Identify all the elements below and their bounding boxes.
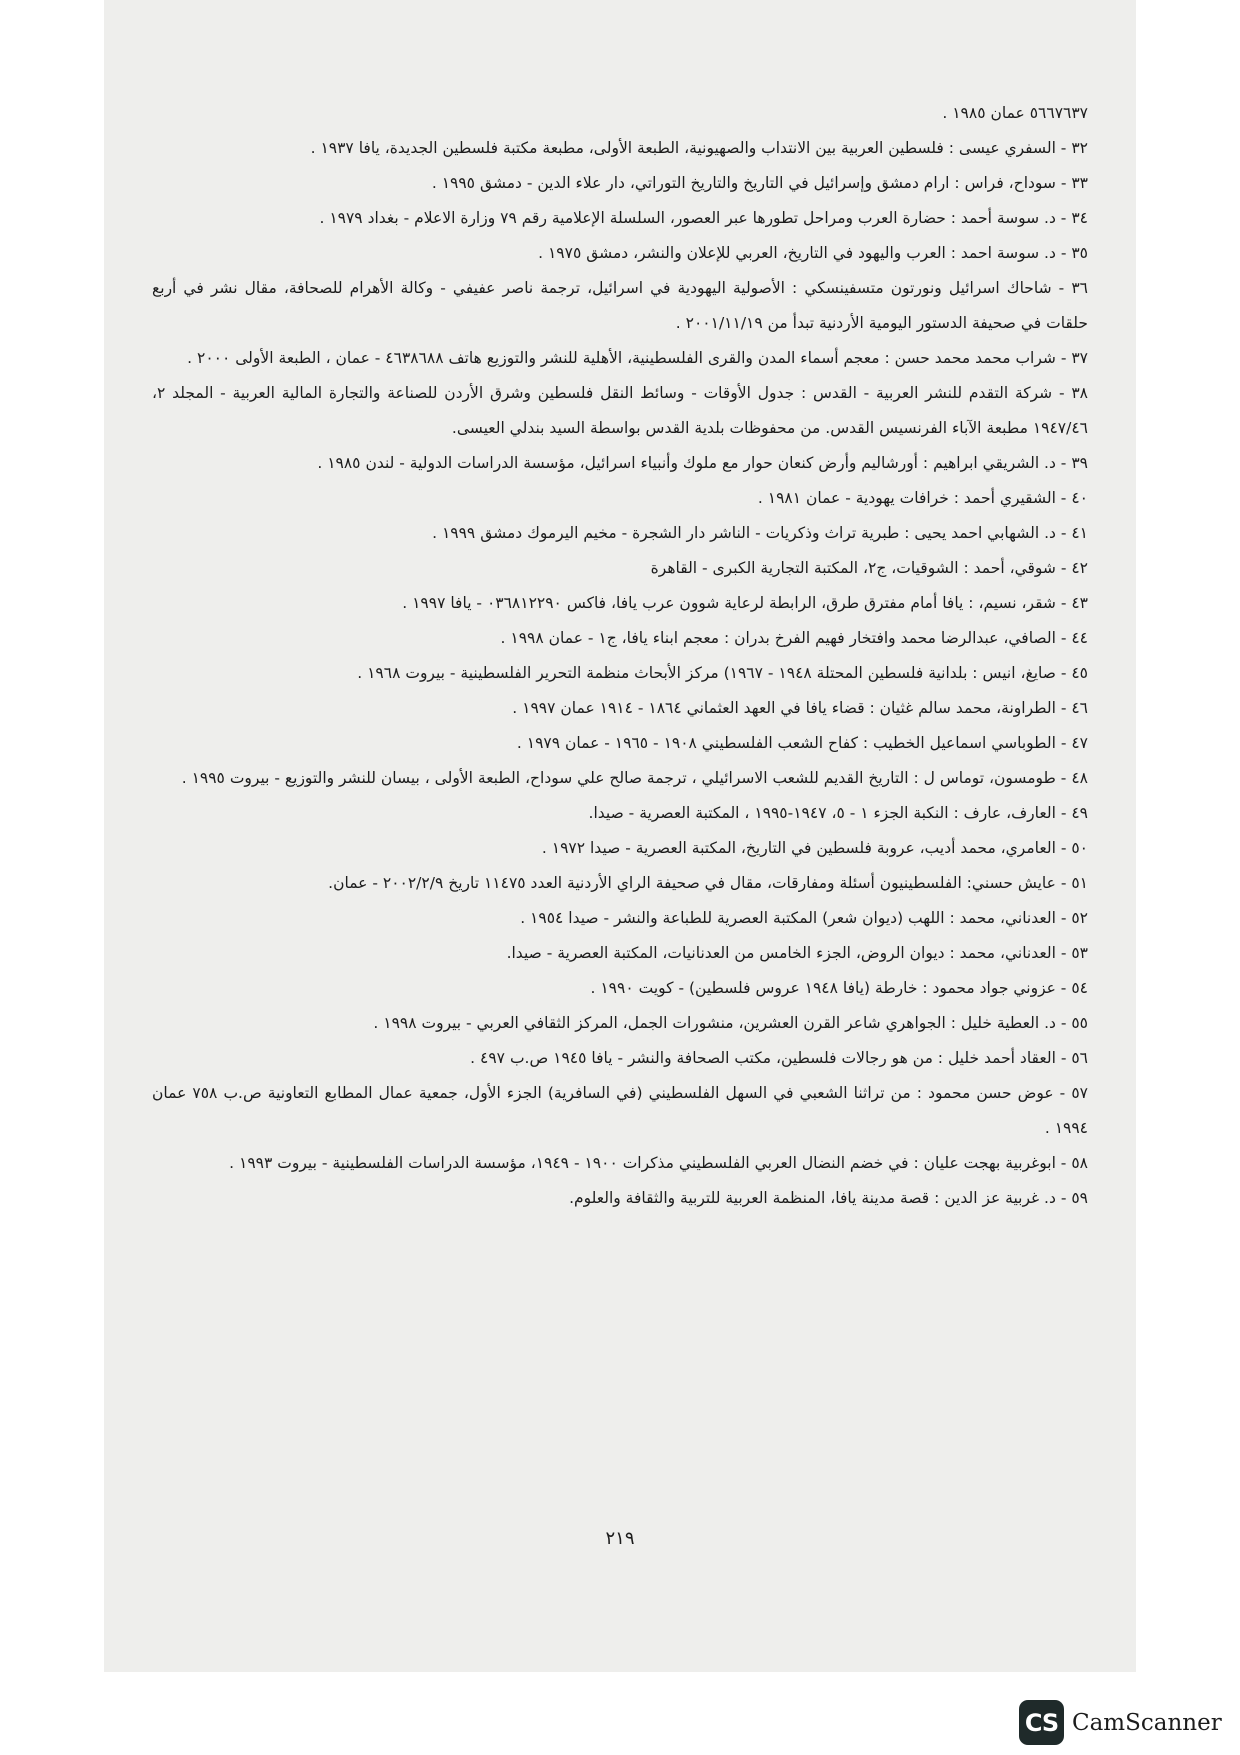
bibliography-entry (152, 131, 1088, 166)
bibliography-entry (152, 796, 1088, 831)
bibliography-entry-text: ٣٧ - شراب محمد محمد حسن : معجم أسماء المدن والقرى الفلسطينية، الأهلية للنشر والتوزيع هاتف ٤٦٣٨٦٨٨ - عمان ، الطبعة الأولى ٢٠٠٠ . (187, 349, 1088, 367)
bibliography-entry-text: ٥٦٦٧٦٣٧ عمان ١٩٨٥ . (942, 104, 1088, 122)
bibliography-entry-text: ٥٢ - العدناني، محمد : اللهب (ديوان شعر) المكتبة العصرية للطباعة والنشر - صيدا ١٩٥٤ . (520, 909, 1088, 927)
camscanner-watermark (1019, 1700, 1222, 1745)
bibliography-entry (152, 201, 1088, 236)
bibliography-entry-text: ٥٩ - د. غربية عز الدين : قصة مدينة يافا، المنظمة العربية للتربية والثقافة والعلوم. (569, 1189, 1088, 1207)
bibliography-entry-text: ٥٤ - عزوني جواد محمود : خارطة (يافا ١٩٤٨ عروس فلسطين) - كويت ١٩٩٠ . (590, 979, 1088, 997)
bibliography-entry-text: ٥١ - عايش حسني: الفلسطينيون أسئلة ومفارقات، مقال في صحيفة الراي الأردنية العدد ١١٤٧٥ تاريخ ٢٠٠٢/٢/٩ - عمان. (328, 874, 1088, 892)
camscanner-logo-icon: CS (1019, 1700, 1064, 1745)
bibliography-entry-text: ٤٦ - الطراونة، محمد سالم غثيان : قضاء يافا في العهد العثماني ١٨٦٤ - ١٩١٤ عمان ١٩٩٧ . (512, 699, 1088, 717)
bibliography-entry-text: ٣٦ - شاحاك اسرائيل ونورتون متسفينسكي : الأصولية اليهودية في اسرائيل، ترجمة ناصر عفيفي - وكالة الأهرام للصحافة، مقال نشر في أربع حلقات في صحيفة الدستور اليومية الأردنية تبدأ من ٢٠٠١/١١/١٩ . (152, 279, 1088, 332)
bibliography-entry-text: ٣٤ - د. سوسة أحمد : حضارة العرب ومراحل تطورها عبر العصور، السلسلة الإعلامية رقم ٧٩ وزارة الاعلام - بغداد ١٩٧٩ . (319, 209, 1088, 227)
bibliography-entry-text: ٤١ - د. الشهابي احمد يحيى : طبرية تراث وذكريات - الناشر دار الشجرة - مخيم اليرموك دمشق ١٩٩٩ . (432, 524, 1088, 542)
bibliography-entry (152, 446, 1088, 481)
bibliography-entry (152, 236, 1088, 271)
bibliography-entry-text: ٤٤ - الصافي، عبدالرضا محمد وافتخار فهيم الفرخ بدران : معجم ابناء يافا، ج١ - عمان ١٩٩٨ . (500, 629, 1088, 647)
bibliography-entry (152, 166, 1088, 201)
bibliography-entry (152, 551, 1088, 586)
bibliography-entry (152, 586, 1088, 621)
bibliography-entry (152, 271, 1088, 341)
bibliography-entry (152, 971, 1088, 1006)
bibliography-entry (152, 481, 1088, 516)
bibliography-entry-text: ٥٨ - ابوغربية بهجت عليان : في خضم النضال العربي الفلسطيني مذكرات ١٩٠٠ - ١٩٤٩، مؤسسة الدراسات الفلسطينية - بيروت ١٩٩٣ . (229, 1154, 1088, 1172)
bibliography-entry-text: ٣٨ - شركة التقدم للنشر العربية - القدس : جدول الأوقات - وسائط النقل فلسطين وشرق الأردن للصناعة والتجارة المالية العربية - المجلد ٢، ١٩٤٧/٤٦ مطبعة الآباء الفرنسيس القدس. من محفوظات بلدية القدس بواسطة السيد بندلي العيسى. (152, 384, 1088, 437)
bibliography-entry (152, 621, 1088, 656)
bibliography-entry-text: ٥٣ - العدناني، محمد : ديوان الروض، الجزء الخامس من العدنانيات، المكتبة العصرية - صيدا. (506, 944, 1088, 962)
bibliography-entry (152, 1041, 1088, 1076)
bibliography-entry (152, 831, 1088, 866)
bibliography-entry-text: ٣٥ - د. سوسة احمد : العرب واليهود في التاريخ، العربي للإعلان والنشر، دمشق ١٩٧٥ . (538, 244, 1088, 262)
scanned-page (104, 0, 1136, 1672)
page-number: ٢١٩ (605, 1528, 635, 1549)
bibliography-entry-text: ٥٦ - العقاد أحمد خليل : من هو رجالات فلسطين، مكتب الصحافة والنشر - يافا ١٩٤٥ ص.ب ٤٩٧ . (470, 1049, 1088, 1067)
bibliography-entry-text: ٤٠ - الشقيري أحمد : خرافات يهودية - عمان ١٩٨١ . (757, 489, 1088, 507)
bibliography-entry-text: ٤٣ - شقر، نسيم، : يافا أمام مفترق طرق، الرابطة لرعاية شوون عرب يافا، فاكس ٠٣٦٨١٢٢٩٠ - يافا ١٩٩٧ . (402, 594, 1088, 612)
bibliography-entry (152, 376, 1088, 446)
bibliography-entry (152, 901, 1088, 936)
bibliography-entry (152, 866, 1088, 901)
bibliography-entry-text: ٣٩ - د. الشريقي ابراهيم : أورشاليم وأرض كنعان حوار مع ملوك وأنبياء اسرائيل، مؤسسة الدراسات الدولية - لندن ١٩٨٥ . (317, 454, 1088, 472)
bibliography-entry-text: ٤٩ - العارف، عارف : النكبة الجزء ١ - ٥، ١٩٤٧-١٩٩٥ ، المكتبة العصرية - صيدا. (588, 804, 1088, 822)
bibliography-entry (152, 726, 1088, 761)
bibliography-entry (152, 516, 1088, 551)
bibliography-entry (152, 656, 1088, 691)
bibliography-entry (152, 1006, 1088, 1041)
bibliography-entry (152, 936, 1088, 971)
bibliography-entry-text: ٣٣ - سوداح، فراس : ارام دمشق وإسرائيل في التاريخ والتاريخ التوراتي، دار علاء الدين - دمشق ١٩٩٥ . (431, 174, 1088, 192)
bibliography-entry (152, 691, 1088, 726)
bibliography-entry-text: ٤٧ - الطوباسي اسماعيل الخطيب : كفاح الشعب الفلسطيني ١٩٠٨ - ١٩٦٥ - عمان ١٩٧٩ . (516, 734, 1088, 752)
bibliography-entry-text: ٤٢ - شوقي، أحمد : الشوقيات، ج٢، المكتبة التجارية الكبرى - القاهرة (650, 559, 1088, 577)
bibliography-entry (152, 1146, 1088, 1181)
bibliography-entry-text: ٥٠ - العامري، محمد أديب، عروبة فلسطين في التاريخ، المكتبة العصرية - صيدا ١٩٧٢ . (541, 839, 1088, 857)
bibliography-entry (152, 341, 1088, 376)
bibliography-entry-text: ٤٨ - طومسون، توماس ل : التاريخ القديم للشعب الاسرائيلي ، ترجمة صالح علي سوداح، الطبعة الأولى ، بيسان للنشر والتوزيع - بيروت ١٩٩٥ . (181, 769, 1088, 787)
bibliography-entry (152, 96, 1088, 131)
bibliography-entry-text: ٣٢ - السفري عيسى : فلسطين العربية بين الانتداب والصهيونية، الطبعة الأولى، مطبعة مكتبة فلسطين الجديدة، يافا ١٩٣٧ . (310, 139, 1088, 157)
bibliography-entry-text: ٤٥ - صايغ، انيس : بلدانية فلسطين المحتلة ١٩٤٨ - ١٩٦٧) مركز الأبحاث منظمة التحرير الفلسطينية - بيروت ١٩٦٨ . (357, 664, 1088, 682)
bibliography-entry (152, 1076, 1088, 1146)
camscanner-brand-name: CamScanner (1072, 1709, 1222, 1736)
bibliography-entry-text: ٥٥ - د. العطية خليل : الجواهري شاعر القرن العشرين، منشورات الجمل، المركز الثقافي العربي - بيروت ١٩٩٨ . (373, 1014, 1088, 1032)
bibliography-entry (152, 1181, 1088, 1216)
bibliography-entry (152, 761, 1088, 796)
bibliography-list (152, 96, 1088, 1216)
bibliography-entry-text: ٥٧ - عوض حسن محمود : من تراثنا الشعبي في السهل الفلسطيني (في السافرية) الجزء الأول، جمعية عمال المطابع التعاونية ص.ب ٧٥٨ عمان ١٩٩٤ . (152, 1084, 1088, 1137)
